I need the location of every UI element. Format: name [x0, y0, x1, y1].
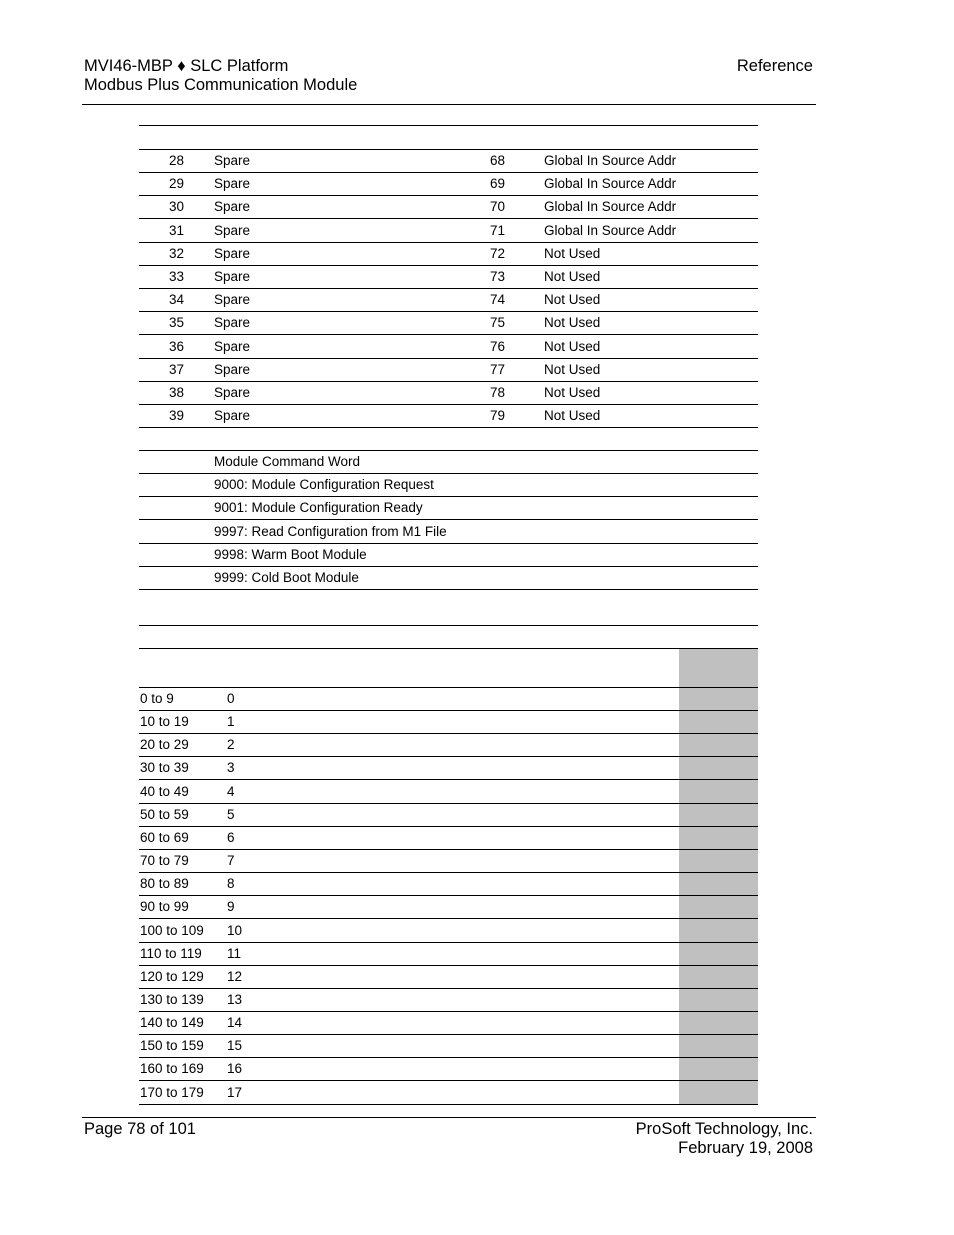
- offset-cell: 75: [489, 315, 505, 331]
- offset-cell: 69: [489, 176, 505, 192]
- index-cell: 16: [227, 1061, 243, 1077]
- table-row: [139, 359, 758, 382]
- table-row: [139, 688, 758, 711]
- index-cell: 0: [227, 691, 235, 706]
- range-cell: 40 to 49: [140, 783, 189, 799]
- description-cell: Spare: [214, 153, 251, 168]
- offset-cell: 38: [168, 385, 184, 400]
- table-header-row: [139, 626, 758, 649]
- publication-date: February 19, 2008: [678, 1139, 813, 1157]
- range-cell: 150 to 159: [140, 1038, 204, 1054]
- description-cell: Spare: [214, 361, 251, 377]
- range-cell: 50 to 59: [140, 806, 189, 822]
- document-header-title: [84, 57, 357, 95]
- description-cell: Not Used: [544, 338, 601, 354]
- description-cell: Not Used: [544, 245, 601, 261]
- range-cell: 100 to 109: [140, 922, 204, 938]
- table-row: [139, 873, 758, 896]
- command-cell: Module Command Word: [214, 454, 361, 469]
- table-row: [139, 266, 758, 289]
- description-cell: Not Used: [544, 269, 601, 284]
- index-cell: 10: [227, 922, 243, 938]
- description-cell: Spare: [214, 176, 251, 192]
- index-cell: 8: [227, 876, 235, 892]
- table-row: [139, 896, 758, 919]
- range-cell: 90 to 99: [140, 899, 189, 915]
- company-name: ProSoft Technology, Inc.: [635, 1120, 813, 1138]
- table-row: [139, 757, 758, 780]
- range-cell: 160 to 169: [140, 1061, 204, 1077]
- index-cell: 17: [227, 1084, 243, 1100]
- range-cell: 20 to 29: [140, 737, 189, 753]
- index-cell: 7: [227, 853, 235, 869]
- index-cell: 1: [227, 714, 235, 730]
- table-row: [139, 289, 758, 312]
- offset-cell: 76: [489, 338, 505, 354]
- range-cell: 140 to 149: [140, 1015, 204, 1031]
- command-cell: 9998: Warm Boot Module: [214, 546, 367, 562]
- table-row: [139, 1012, 758, 1035]
- section-name: Reference: [736, 57, 813, 75]
- index-cell: 13: [227, 991, 243, 1007]
- offset-cell: 71: [489, 222, 505, 238]
- table-row: [139, 173, 758, 196]
- description-cell: Not Used: [544, 292, 601, 308]
- header-rule: [82, 104, 816, 105]
- description-cell: Spare: [214, 269, 251, 284]
- product-title: MVI46-MBP ♦ SLC Platform: [84, 57, 289, 75]
- index-cell: 6: [227, 829, 235, 845]
- table-row: [139, 196, 758, 219]
- table-row: [139, 243, 758, 266]
- description-cell: Spare: [214, 408, 251, 424]
- table-row: [139, 804, 758, 827]
- description-cell: Not Used: [544, 408, 601, 424]
- index-cell: 5: [227, 806, 235, 822]
- index-cell: 15: [227, 1038, 243, 1054]
- table-row: [139, 544, 758, 567]
- offset-cell: 33: [168, 269, 184, 284]
- range-cell: 10 to 19: [140, 714, 189, 730]
- offset-cell: 77: [489, 361, 505, 377]
- description-cell: Spare: [214, 292, 251, 308]
- description-cell: Spare: [214, 385, 251, 400]
- range-cell: 70 to 79: [140, 853, 189, 869]
- description-cell: Global In Source Addr: [544, 153, 677, 168]
- table-header-row: [139, 649, 758, 688]
- offset-cell: 73: [489, 269, 505, 284]
- table-row: [139, 734, 758, 757]
- command-cell: 9999: Cold Boot Module: [214, 570, 359, 585]
- table-row: [139, 474, 758, 497]
- description-cell: Not Used: [544, 385, 601, 400]
- description-cell: Global In Source Addr: [544, 199, 677, 215]
- description-cell: Not Used: [544, 361, 601, 377]
- table-row: [139, 989, 758, 1012]
- table-row: [139, 150, 758, 173]
- table-header-row: [139, 427, 758, 451]
- index-cell: 2: [227, 737, 235, 753]
- range-cell: 60 to 69: [140, 829, 189, 845]
- description-cell: Global In Source Addr: [544, 222, 677, 238]
- offset-cell: 70: [489, 199, 505, 215]
- range-cell: 170 to 179: [140, 1084, 204, 1100]
- table-row: [139, 1058, 758, 1081]
- offset-cell: 79: [489, 408, 505, 424]
- footer-rule: [82, 1117, 816, 1118]
- range-cell: 30 to 39: [140, 760, 189, 776]
- table-row: [139, 1035, 758, 1058]
- offset-cell: 34: [168, 292, 184, 308]
- command-cell: 9997: Read Configuration from M1 File: [214, 523, 447, 539]
- offset-cell: 39: [168, 408, 184, 424]
- offset-cell: 37: [168, 361, 184, 377]
- offset-cell: 32: [168, 245, 184, 261]
- table-row: [139, 781, 758, 804]
- table-row: [139, 312, 758, 335]
- range-cell: 0 to 9: [140, 691, 174, 706]
- table-row: [139, 966, 758, 989]
- table-row: [139, 850, 758, 873]
- table-row: [139, 1082, 758, 1105]
- range-cell: 110 to 119: [140, 945, 202, 961]
- offset-cell: 68: [489, 153, 505, 168]
- table-row: [139, 711, 758, 734]
- range-cell: 80 to 89: [140, 876, 189, 892]
- description-cell: Spare: [214, 338, 251, 354]
- offset-cell: 36: [168, 338, 184, 354]
- description-cell: Spare: [214, 199, 251, 215]
- table-row: [139, 497, 758, 520]
- index-cell: 4: [227, 783, 235, 799]
- description-cell: Not Used: [544, 315, 601, 331]
- table-row: [139, 567, 758, 590]
- table-row: [139, 405, 758, 428]
- description-cell: Spare: [214, 222, 251, 238]
- table-row: [139, 521, 758, 544]
- range-cell: 130 to 139: [140, 991, 204, 1007]
- offset-cell: 72: [489, 245, 505, 261]
- table-header-row: [139, 126, 758, 150]
- page-number: Page 78 of 101: [84, 1120, 196, 1138]
- offset-cell: 30: [168, 199, 184, 215]
- description-cell: Spare: [214, 245, 251, 261]
- table-row: [139, 451, 758, 474]
- offset-cell: 31: [168, 222, 184, 238]
- table-row: [139, 336, 758, 359]
- index-cell: 11: [227, 945, 242, 961]
- description-cell: Spare: [214, 315, 251, 331]
- range-cell: 120 to 129: [140, 968, 204, 984]
- offset-cell: 74: [489, 292, 505, 308]
- index-cell: 9: [227, 899, 235, 915]
- table-row: [139, 220, 758, 243]
- table-row: [139, 943, 758, 966]
- index-cell: 3: [227, 760, 235, 776]
- offset-cell: 29: [168, 176, 184, 192]
- command-cell: 9000: Module Configuration Request: [214, 477, 434, 493]
- command-cell: 9001: Module Configuration Ready: [214, 500, 423, 516]
- product-subtitle: Modbus Plus Communication Module: [84, 76, 358, 94]
- offset-cell: 78: [489, 385, 505, 400]
- footer-publisher: [636, 1120, 813, 1158]
- table-row: [139, 382, 758, 405]
- index-cell: 14: [227, 1015, 243, 1031]
- table-row: [139, 920, 758, 943]
- index-cell: 12: [227, 968, 243, 984]
- offset-cell: 35: [168, 315, 184, 331]
- table-row: [139, 827, 758, 850]
- offset-cell: 28: [168, 153, 184, 168]
- description-cell: Global In Source Addr: [544, 176, 677, 192]
